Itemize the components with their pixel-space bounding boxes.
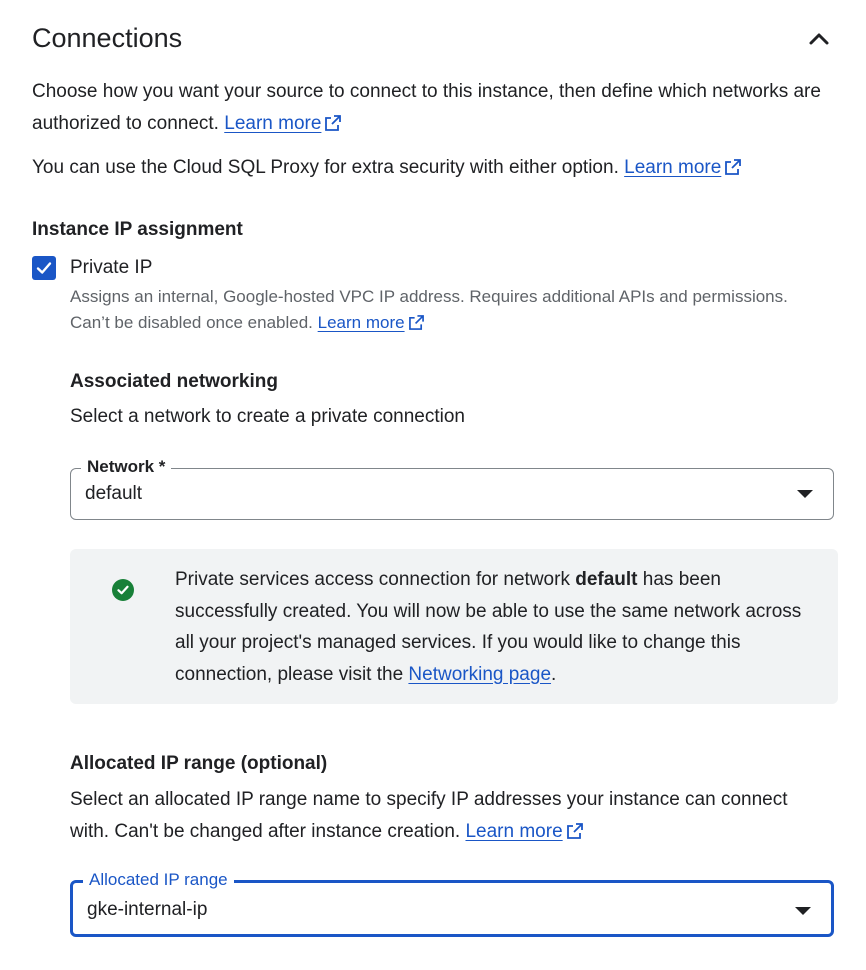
allocated-ip-range-description-text: Select an allocated IP range name to specify IP addresses your instance can connect with. Can't be changed after instance creation. bbox=[70, 789, 788, 842]
private-ip-learn-more-link[interactable]: Learn more bbox=[317, 313, 405, 332]
success-notice bbox=[70, 549, 838, 704]
notice-text bbox=[175, 564, 815, 690]
notice-text-before: Private services access connection for network bbox=[175, 569, 570, 590]
collapse-section-button[interactable] bbox=[800, 20, 838, 58]
checkmark-icon bbox=[35, 259, 53, 277]
proxy-learn-more-link[interactable]: Learn more bbox=[624, 157, 722, 178]
allocated-range-learn-more-link[interactable]: Learn more bbox=[465, 821, 563, 842]
external-link-icon bbox=[725, 159, 741, 175]
private-ip-label: Private IP bbox=[70, 257, 153, 278]
network-select-value: default bbox=[85, 483, 143, 504]
allocated-ip-range-select-label: Allocated IP range bbox=[83, 869, 234, 891]
associated-networking-description: Select a network to create a private connection bbox=[70, 406, 466, 427]
notice-text-end: . bbox=[551, 663, 557, 685]
networking-page-link[interactable]: Networking page bbox=[408, 663, 552, 685]
intro-text: Choose how you want your source to connect to this instance, then define which networks are authorized to connect. bbox=[32, 81, 821, 134]
private-ip-checkbox[interactable] bbox=[32, 256, 56, 280]
external-link-icon bbox=[409, 315, 424, 330]
allocated-ip-range-heading: Allocated IP range (optional) bbox=[70, 753, 328, 774]
allocated-ip-range-select[interactable] bbox=[70, 870, 834, 937]
proxy-text: You can use the Cloud SQL Proxy for extra security with either option. bbox=[32, 157, 619, 178]
external-link-icon bbox=[567, 823, 583, 839]
private-ip-description bbox=[70, 284, 790, 336]
chevron-up-icon bbox=[807, 27, 831, 51]
intro-paragraph bbox=[32, 76, 832, 140]
notice-network-name: default bbox=[575, 569, 638, 590]
network-select[interactable] bbox=[70, 457, 834, 520]
dropdown-arrow-icon bbox=[797, 490, 813, 498]
notice-text-after: has been successfully created. You will now be able to use the same network across all your project's managed services. If you would like to change this connection, please visit the bbox=[175, 569, 802, 685]
intro-learn-more-link[interactable]: Learn more bbox=[224, 113, 322, 134]
associated-networking-heading: Associated networking bbox=[70, 371, 278, 392]
allocated-ip-range-description bbox=[70, 784, 830, 848]
ip-assignment-heading: Instance IP assignment bbox=[32, 219, 243, 240]
external-link-icon bbox=[325, 115, 341, 131]
check-circle-icon bbox=[112, 579, 134, 601]
dropdown-arrow-icon bbox=[795, 907, 811, 915]
proxy-paragraph bbox=[32, 152, 832, 184]
allocated-ip-range-select-value: gke-internal-ip bbox=[87, 899, 208, 920]
private-ip-description-text: Assigns an internal, Google-hosted VPC IP address. Requires additional APIs and permissions. Can’t be disabled once enabled. bbox=[70, 287, 788, 332]
network-select-label: Network * bbox=[81, 456, 171, 478]
section-title: Connections bbox=[32, 23, 183, 53]
